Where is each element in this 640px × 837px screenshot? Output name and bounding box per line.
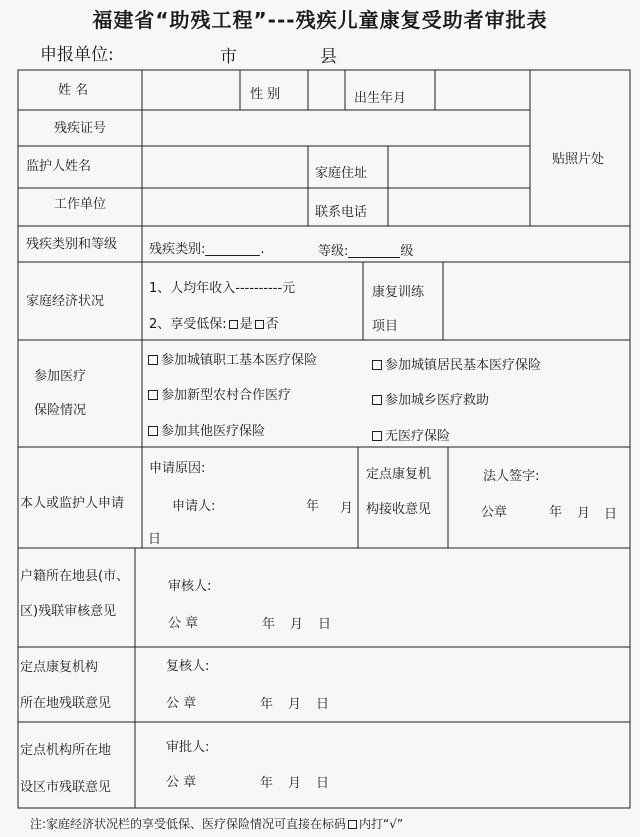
disability-id-label: 残疾证号 [54,121,107,136]
institution-opinion-label-1: 定点康复机 [366,467,432,482]
review-seal-city: 公 章 [166,775,197,790]
application-month: 月 [340,501,354,516]
disability-type-blank[interactable] [205,255,260,256]
review-label-county-2: 区)残联审核意见 [20,604,117,619]
economy-label: 家庭经济状况 [26,294,105,309]
review-person-county: 审核人: [168,579,212,594]
review-label-rehab-2: 所在地残联意见 [20,696,112,711]
review-year-city: 年 [260,776,274,791]
gender-label: 性 别 [250,87,281,102]
review-month-county: 月 [290,617,304,632]
applicant-label: 申请人: [172,499,216,514]
review-day-city: 日 [316,776,330,791]
insurance-option[interactable]: 参加其他医疗保险 [148,425,265,438]
birth-label: 出生年月 [354,91,407,106]
insurance-option[interactable]: 参加新型农村合作医疗 [148,389,291,402]
level-field[interactable] [318,245,413,258]
level-unit: 级 [400,244,414,259]
footnote-box-icon [348,820,357,829]
review-seal-county: 公 章 [168,616,199,631]
footnote: 注:家庭经济状况栏的享受低保、医疗保险情况可直接在标码 内打“√” [30,817,404,831]
unit-label: 申报单位: [40,45,114,65]
review-seal-rehab: 公 章 [166,696,197,711]
application-label: 本人或监护人申请 [20,496,125,511]
level-label: 等级: [318,244,349,259]
review-label-rehab-1: 定点康复机构 [20,660,99,675]
insurance-option[interactable]: 参加城镇居民基本医疗保险 [372,359,541,372]
review-label-county-1: 户籍所在地县(市、 [20,569,130,584]
welfare-no-checkbox[interactable] [255,320,264,329]
photo-placeholder: 贴照片处 [552,152,605,167]
review-label-city-1: 定点机构所在地 [20,743,112,758]
institution-month: 月 [577,506,591,521]
review-year-rehab: 年 [260,697,274,712]
home-address-label: 家庭住址 [315,166,368,181]
welfare-yes-checkbox[interactable] [229,320,238,329]
phone-label: 联系电话 [315,205,368,220]
insurance-label-2: 保险情况 [34,403,87,418]
disability-type-label: 残疾类别: [149,242,206,257]
insurance-option[interactable]: 参加城乡医疗救助 [372,394,489,407]
city-label: 市 [220,47,237,67]
disability-type-level-label: 残疾类别和等级 [26,237,118,252]
name-label: 姓 名 [58,83,89,98]
welfare-no-label: 否 [265,317,279,332]
legal-signature-label: 法人签字: [483,469,540,484]
institution-seal: 公章 [481,505,508,520]
review-person-city: 审批人: [166,740,210,755]
institution-year: 年 [549,505,563,520]
insurance-option[interactable]: 参加城镇职工基本医疗保险 [148,354,317,367]
institution-day: 日 [604,507,618,522]
review-day-county: 日 [318,617,332,632]
application-reason-label: 申请原因: [149,461,206,476]
review-month-rehab: 月 [288,697,302,712]
institution-opinion-label-2: 构接收意见 [366,502,432,517]
review-person-rehab: 复核人: [166,659,210,674]
review-year-county: 年 [262,617,276,632]
application-day: 日 [148,532,162,547]
work-unit-label: 工作单位 [54,197,107,212]
rehab-training-label-1: 康复训练 [372,285,425,300]
welfare-field: 2、享受低保: 是 否 [149,317,279,332]
review-label-city-2: 设区市残联意见 [20,780,112,795]
disability-type-field[interactable]: 残疾类别: . [149,242,265,257]
welfare-yes-label: 是 [239,317,253,332]
insurance-option[interactable]: 无医疗保险 [372,430,450,443]
rehab-training-label-2: 项目 [372,319,399,334]
form-title: 福建省“助残工程”---残疾儿童康复受助者审批表 [92,8,548,32]
income-field: 1、人均年收入----------元 [149,281,296,296]
review-day-rehab: 日 [316,697,330,712]
guardian-name-label: 监护人姓名 [26,159,92,174]
insurance-label-1: 参加医疗 [34,369,87,384]
county-label: 县 [320,47,337,67]
review-month-city: 月 [288,776,302,791]
application-year: 年 [306,499,320,514]
level-blank[interactable] [348,257,400,258]
